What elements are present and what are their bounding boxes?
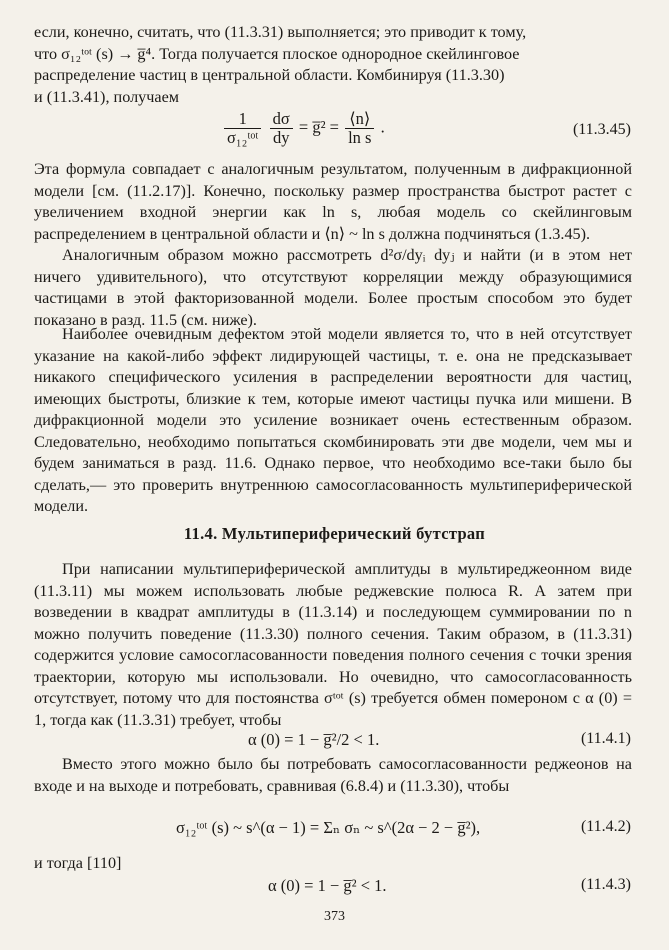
text-line: если, конечно, считать, что (11.3.31) выполняется; это приводит к тому,	[34, 23, 527, 41]
equation-middle: = g̅² =	[298, 117, 339, 137]
equation-number: (11.3.45)	[572, 121, 631, 138]
equation-11-4-3: α (0) = 1 − g̅² < 1.	[268, 876, 387, 895]
equation-number: (11.4.3)	[580, 876, 631, 893]
text-line: распределение частиц в центральной области. Комбинируя (11.3.30)	[34, 66, 505, 84]
section-heading: 11.4. Мультипериферический бутстрап	[183, 524, 486, 543]
equation-number: (11.4.2)	[580, 818, 631, 835]
fraction: $\frac{d\sigma}{dy}$	[270, 110, 293, 147]
paragraph: При написании мультипериферической амплитуды в мультиреджеонном виде (11.3.11) мы можем использовать любые реджевские полюса R. А затем при возведении в квадрат амплитуды в (11.3.14) и последующем суммировании по n можно получить поведение (11.3.30) полного сечения. Таким образом, в (11.3.31) содержится условие самосогласованности поведения полного сечения с точки зрения траектории, которую мы использовали. Но очевидно, что самосогласованность отсутствует, потому что для постоянства σᵗᵒᵗ (s) требуется обмен помероном с α (0) = 1, тогда как (11.3.31) требует, чтобы	[34, 560, 632, 729]
fraction: $\frac{1}{\text{σ₁₂ᵗᵒᵗ}}$	[224, 110, 261, 147]
page-number: 373	[324, 909, 345, 924]
paragraph: и тогда [110]	[34, 854, 122, 872]
fraction: $\frac{⟨n⟩}{\text{ln s}}$	[345, 110, 374, 147]
paragraph-continuation	[34, 22, 632, 108]
equation-11-4-1: α (0) = 1 − g̅²/2 < 1.	[248, 730, 380, 749]
paragraph: Эта формула совпадает с аналогичным результатом, полученным в дифракционной модели [см. (11.2.17)]. Конечно, поскольку размер пространства быстрот растет с увеличением входной энергии как ln s, любая модель со скейлинговым распределением в центральной области и ⟨n⟩ ~ ln s должна подчиняться (1.3.45).	[34, 160, 632, 243]
paragraph: Аналогичным образом можно рассмотреть d²σ/dyᵢ dyⱼ и найти (и в этом нет ничего удивительного), что отсутствуют корреляции между образующимися частицами в этой факторизованной модели. Более простым способом это будет показано в разд. 11.5 (см. ниже).	[34, 246, 632, 329]
paragraph: Наиболее очевидным дефектом этой модели является то, что в ней отсутствует указание на какой-либо эффект лидирующей частицы, т. е. она не предсказывает никакого специфического усиления в распределении вероятности для частиц, имеющих быстроты, близкие к тем, которые имеют частицы пучка или мишени. В дифракционной модели это усиление возникает очень естественным образом. Следовательно, необходимо попытаться скомбинировать эти две модели, чем мы и будем заниматься в разд. 11.6. Однако первое, что необходимо все-таки было бы сделать,— это проверить внутреннюю самосогласованность мультипериферической модели.	[34, 325, 632, 515]
text-line: и (11.3.41), получаем	[34, 87, 180, 106]
equation-number: (11.4.1)	[580, 730, 631, 747]
equation-11-3-45: $\frac{1}{\text{σ₁₂ᵗᵒᵗ}}$ $\frac{d\sigma}{dy}$ = g̅² = $\frac{⟨n⟩}{\text{ln s}}$ .	[222, 110, 385, 147]
equation-11-4-2: σ₁₂ᵗᵒᵗ (s) ~ s^(α − 1) = Σₙ σₙ ~ s^(2α − 2 − g̅²),	[176, 818, 481, 837]
text-line: что σ₁₂ᵗᵒᵗ (s) → g̅⁴. Тогда получается плоское однородное скейлинговое	[34, 44, 520, 63]
paragraph: Вместо этого можно было бы потребовать самосогласованности реджеонов на входе и на выходе и потребовать, сравнивая (6.8.4) и (11.3.30), чтобы	[34, 755, 632, 795]
